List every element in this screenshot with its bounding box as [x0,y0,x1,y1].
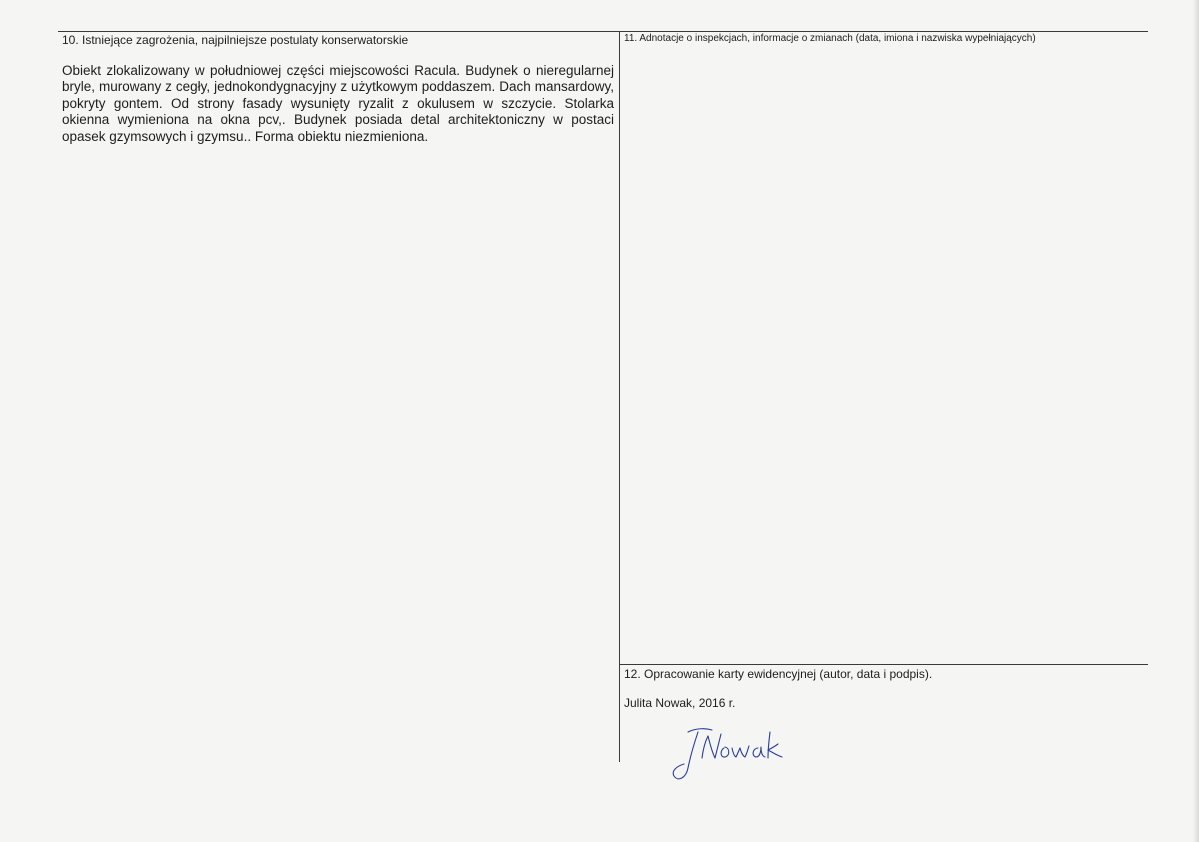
section10-header: 10. Istniejące zagrożenia, najpilniejsze postulaty konserwatorskie [62,33,409,47]
section10-body: Obiekt zlokalizowany w południowej części miejscowości Racula. Budynek o nieregularnej bryle, murowany z cegły, jednokondygnacyjny z użytkowym poddaszem. Dach mansardowy, pokryty gontem. Od strony fasady wysunięty ryzalit z okulusem w szczycie. Stolarka okienna wymieniona na okna pcv,. Budynek posiada detal architektoniczny w postaci opasek gzymsowych i gzymsu.. Forma obiektu niezmieniona. [62,63,614,144]
section11-header: 11. Adnotacje o inspekcjach, informacje o zmianach (data, imiona i nazwiska wypełniających) [624,33,1036,44]
section12-author: Julita Nowak, 2016 r. [624,696,736,710]
top-rule [58,31,1148,32]
column-divider [619,31,620,762]
handwritten-signature [668,718,818,788]
section12-header: 12. Opracowanie karty ewidencyjnej (autor, data i podpis). [624,667,933,681]
scan-edge-shadow [1193,0,1199,842]
section12-rule [619,664,1148,665]
